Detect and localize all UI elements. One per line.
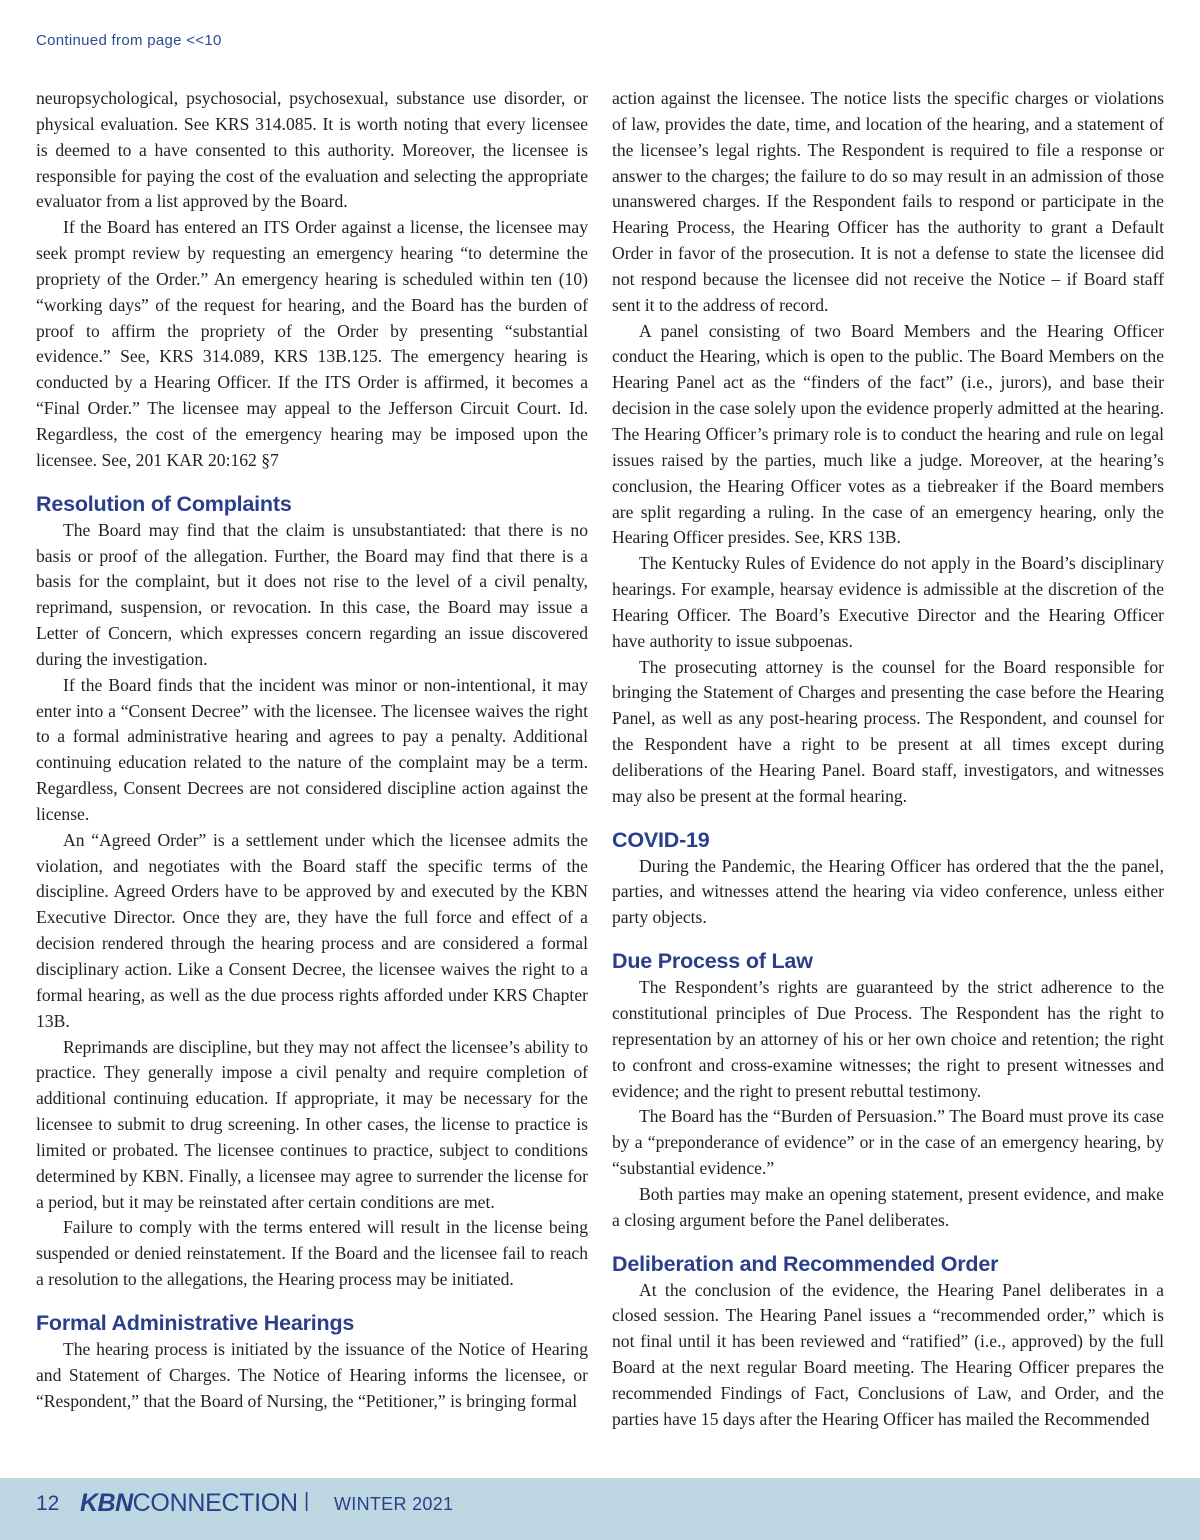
body-paragraph: If the Board has entered an ITS Order against a license, the licensee may seek prompt review by requesting an emergency hearing “to determine the propriety of the Order.” An emergency hearing is scheduled within ten (10) “working days” of the request for hearing, and the Board has the burden of proof to affirm the propriety of the Order by presenting “substantial evidence.” See, KRS 314.089, KRS 13B.125. The emergency hearing is conducted by a Hearing Officer. If the ITS Order is affirmed, it becomes a “Final Order.” The licensee may appeal to the Jefferson Circuit Court. Id. Regardless, the cost of the emergency hearing may be imposed upon the licensee. See, 201 KAR 20:162 §7 [36,217,588,470]
section-heading: Formal Administrative Hearings [36,1310,355,1335]
footer-separator: | [304,1490,310,1512]
body-paragraph: The prosecuting attorney is the counsel for the Board responsible for bringing the Statement of Charges and presenting the case before the Hearing Panel, as well as any post-hearing process. The Respondent, and counsel for the Respondent have a right to be present at all times except during deliberations of the Hearing Panel. Board staff, investigators, and witnesses may also be present at the formal hearing. [612,656,1164,806]
kbn-connection-logo [80,1489,298,1518]
body-paragraph: At the conclusion of the evidence, the Hearing Panel deliberates in a closed session. The Hearing Panel issues a “recommended order,” which is not final until it has been reviewed and “ratified” (i.e., approved) by the full Board at the next regular Board meeting. The Hearing Officer prepares the recommended Findings of Fact, Conclusions of Law, and Order, and the parties have 15 days after the Hearing Officer has mailed the Recommended [612,1279,1164,1429]
body-paragraph: If the Board finds that the incident was minor or non-intentional, it may enter into a “Consent Decree” with the licensee. The licensee waives the right to a formal administrative hearing and agrees to pay a penalty. Additional continuing education related to the nature of the complaint may be a term. Regardless, Consent Decrees are not considered discipline action against the license. [36,674,588,824]
section-heading: COVID-19 [612,827,710,852]
body-paragraph: A panel consisting of two Board Members and the Hearing Officer conduct the Hearing, which is open to the public. The Board Members on the Hearing Panel act as the “finders of the fact” (i.e., jurors), and base their decision in the case solely upon the evidence properly admitted at the hearing. The Hearing Officer’s primary role is to conduct the hearing and rule on legal issues raised by the parties, much like a judge. Moreover, at the hearing’s conclusion, the Hearing Officer votes as a tiebreaker if the Board members are split regarding a ruling. In the case of an emergency hearing, only the Hearing Officer presides. See, KRS 13B. [612,320,1164,548]
body-paragraph: An “Agreed Order” is a settlement under which the licensee admits the violation, and negotiates with the Board staff the specific terms of the discipline. Agreed Orders have to be approved by and executed by the KBN Executive Director. Once they are, they have the full force and effect of a decision rendered through the hearing process and are considered a formal disciplinary action. Like a Consent Decree, the licensee waives the right to a formal hearing, as well as the due process rights afforded under KRS Chapter 13B. [36,829,588,1031]
body-paragraph: neuropsychological, psychosocial, psychosexual, substance use disorder, or physical evaluation. See KRS 314.085. It is worth noting that every licensee is deemed to a have consented to this authority. Moreover, the licensee is responsible for paying the cost of the evaluation and selecting the appropriate evaluator from a list approved by the Board. [36,88,588,212]
body-paragraph: The Board has the “Burden of Persuasion.” The Board must prove its case by a “preponderance of evidence” or in the case of an emergency hearing, by “substantial evidence.” [612,1106,1164,1179]
body-paragraph: During the Pandemic, the Hearing Officer has ordered that the the panel, parties, and witnesses attend the hearing via video conference, unless either party objects. [612,855,1164,928]
body-paragraph: Both parties may make an opening statement, present evidence, and make a closing argument before the Panel deliberates. [612,1183,1164,1230]
body-paragraph: The Kentucky Rules of Evidence do not apply in the Board’s disciplinary hearings. For example, hearsay evidence is admissible at the discretion of the Hearing Officer. The Board’s Executive Director and the Hearing Officer have authority to issue subpoenas. [612,553,1164,651]
body-paragraph: The Respondent’s rights are guaranteed by the strict adherence to the constitutional principles of Due Process. The Respondent has the right to representation by an attorney of his or her own choice and retention; the right to confront and cross-examine witnesses; the right to present witnesses and evidence; and the right to present rebuttal testimony. [612,977,1164,1101]
logo-connection: CONNECTION [132,1489,298,1517]
body-paragraph: Reprimands are discipline, but they may not affect the licensee’s ability to practice. They generally impose a civil penalty and require completion of additional continuing education. If appropriate, it may be necessary for the licensee to submit to drug screening. In other cases, the license to practice is limited or probated. The licensee continues to practice, subject to conditions determined by KBN. Finally, a licensee may agree to surrender the license for a period, but it may be reinstated after certain conditions are met. [36,1036,588,1212]
page-footer [0,1478,1200,1540]
body-paragraph: The hearing process is initiated by the issuance of the Notice of Hearing and Statement of Charges. The Notice of Hearing informs the licensee, or “Respondent,” that the Board of Nursing, the “Petitioner,” is bringing formal [36,1338,588,1411]
page-number: 12 [36,1492,60,1515]
body-paragraph: Failure to comply with the terms entered will result in the license being suspended or denied reinstatement. If the Board and the licensee fail to reach a resolution to the allegations, the Hearing process may be initiated. [36,1217,588,1290]
section-heading: Deliberation and Recommended Order [612,1251,999,1276]
continued-from-label: Continued from page <<10 [36,32,222,49]
body-paragraph: The Board may find that the claim is unsubstantiated: that there is no basis or proof of the allegation. Further, the Board may find that there is a basis for the complaint, but it does not rise to the level of a civil penalty, reprimand, suspension, or revocation. In this case, the Board may issue a Letter of Concern, which expresses concern regarding an issue discovered during the investigation. [36,519,588,669]
section-heading: Resolution of Complaints [36,491,292,516]
right-column [612,86,1164,1433]
logo-kbn: KBN [80,1489,133,1517]
left-column [36,86,588,1415]
body-paragraph: action against the licensee. The notice lists the specific charges or violations of law, provides the date, time, and location of the hearing, and a statement of the licensee’s legal rights. The Respondent is required to file a response or answer to the charges; the failure to do so may result in an admission of those unanswered charges. If the Respondent fails to respond or participate in the Hearing Process, the Hearing Officer has the authority to grant a Default Order in favor of the prosecution. It is not a defense to state the licensee did not respond because the licensee did not receive the Notice – if Board staff sent it to the address of record. [612,88,1164,315]
issue-label: WINTER 2021 [334,1494,454,1514]
section-heading: Due Process of Law [612,949,813,974]
